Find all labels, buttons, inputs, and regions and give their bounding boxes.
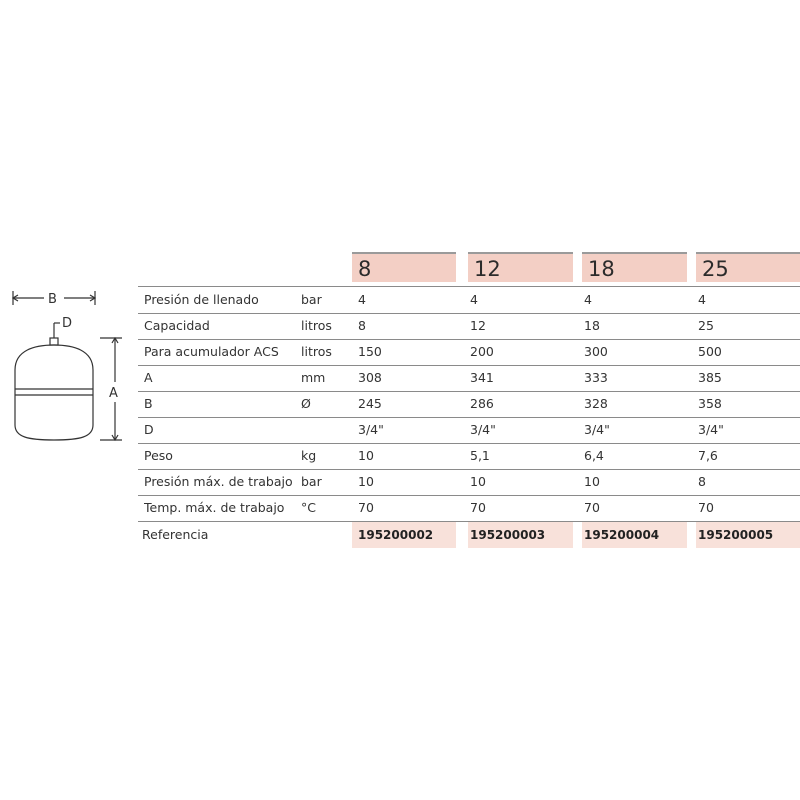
value-cell: 4 — [470, 292, 478, 307]
expansion-vessel-diagram — [0, 285, 135, 460]
row-unit: kg — [301, 448, 317, 463]
row-label: Presión de llenado — [144, 292, 259, 307]
value-cell: 70 — [698, 500, 714, 515]
value-cell: 3/4" — [698, 422, 724, 437]
value-cell: 150 — [358, 344, 382, 359]
value-cell: 70 — [470, 500, 486, 515]
value-cell: 70 — [584, 500, 600, 515]
value-cell: 10 — [358, 448, 374, 463]
value-cell: 341 — [470, 370, 494, 385]
value-cell: 10 — [358, 474, 374, 489]
value-cell: 7,6 — [698, 448, 718, 463]
row-unit: bar — [301, 474, 322, 489]
value-cell: 8 — [698, 474, 706, 489]
row-label: Presión máx. de trabajo — [144, 474, 293, 489]
dimension-b-label: B — [48, 292, 57, 307]
value-cell: 4 — [358, 292, 366, 307]
row-unit: Ø — [301, 396, 311, 411]
dimension-a-label: A — [109, 386, 118, 401]
row-label: Capacidad — [144, 318, 210, 333]
value-cell: 3/4" — [358, 422, 384, 437]
value-cell: 286 — [470, 396, 494, 411]
reference-code: 195200003 — [470, 528, 546, 542]
table-row — [138, 286, 800, 314]
table-row — [138, 443, 800, 470]
value-cell: 8 — [358, 318, 366, 333]
reference-label: Referencia — [142, 527, 209, 542]
table-row — [138, 469, 800, 496]
reference-code: 195200004 — [584, 528, 660, 542]
model-header-8: 8 — [352, 252, 456, 282]
row-label: D — [144, 422, 154, 437]
value-cell: 333 — [584, 370, 608, 385]
model-header-25: 25 — [696, 252, 800, 282]
value-cell: 4 — [698, 292, 706, 307]
table-row — [138, 339, 800, 366]
row-unit: bar — [301, 292, 322, 307]
table-row — [138, 495, 800, 522]
value-cell: 25 — [698, 318, 714, 333]
row-label: B — [144, 396, 153, 411]
value-cell: 200 — [470, 344, 494, 359]
value-cell: 358 — [698, 396, 722, 411]
value-cell: 500 — [698, 344, 722, 359]
row-label: Temp. máx. de trabajo — [144, 500, 285, 515]
row-label: Peso — [144, 448, 173, 463]
row-unit: litros — [301, 318, 332, 333]
row-unit — [301, 417, 351, 443]
value-cell: 10 — [470, 474, 486, 489]
row-unit: litros — [301, 344, 332, 359]
value-cell: 385 — [698, 370, 722, 385]
value-cell: 10 — [584, 474, 600, 489]
value-cell: 308 — [358, 370, 382, 385]
value-cell: 328 — [584, 396, 608, 411]
table-row — [138, 417, 800, 444]
table-row — [138, 365, 800, 392]
row-unit: °C — [301, 500, 316, 515]
row-label: Para acumulador ACS — [144, 344, 279, 359]
model-header-12: 12 — [468, 252, 573, 282]
model-header-18: 18 — [582, 252, 687, 282]
value-cell: 6,4 — [584, 448, 604, 463]
value-cell: 12 — [470, 318, 486, 333]
value-cell: 18 — [584, 318, 600, 333]
row-label: A — [144, 370, 153, 385]
value-cell: 300 — [584, 344, 608, 359]
table-row — [138, 313, 800, 340]
reference-code: 195200005 — [698, 528, 774, 542]
row-unit: mm — [301, 370, 326, 385]
reference-code: 195200002 — [358, 528, 434, 542]
dimension-d-label: D — [62, 316, 73, 331]
value-cell: 3/4" — [584, 422, 610, 437]
value-cell: 5,1 — [470, 448, 490, 463]
table-row — [138, 391, 800, 418]
value-cell: 70 — [358, 500, 374, 515]
value-cell: 245 — [358, 396, 382, 411]
value-cell: 3/4" — [470, 422, 496, 437]
reference-row — [138, 522, 800, 548]
value-cell: 4 — [584, 292, 592, 307]
